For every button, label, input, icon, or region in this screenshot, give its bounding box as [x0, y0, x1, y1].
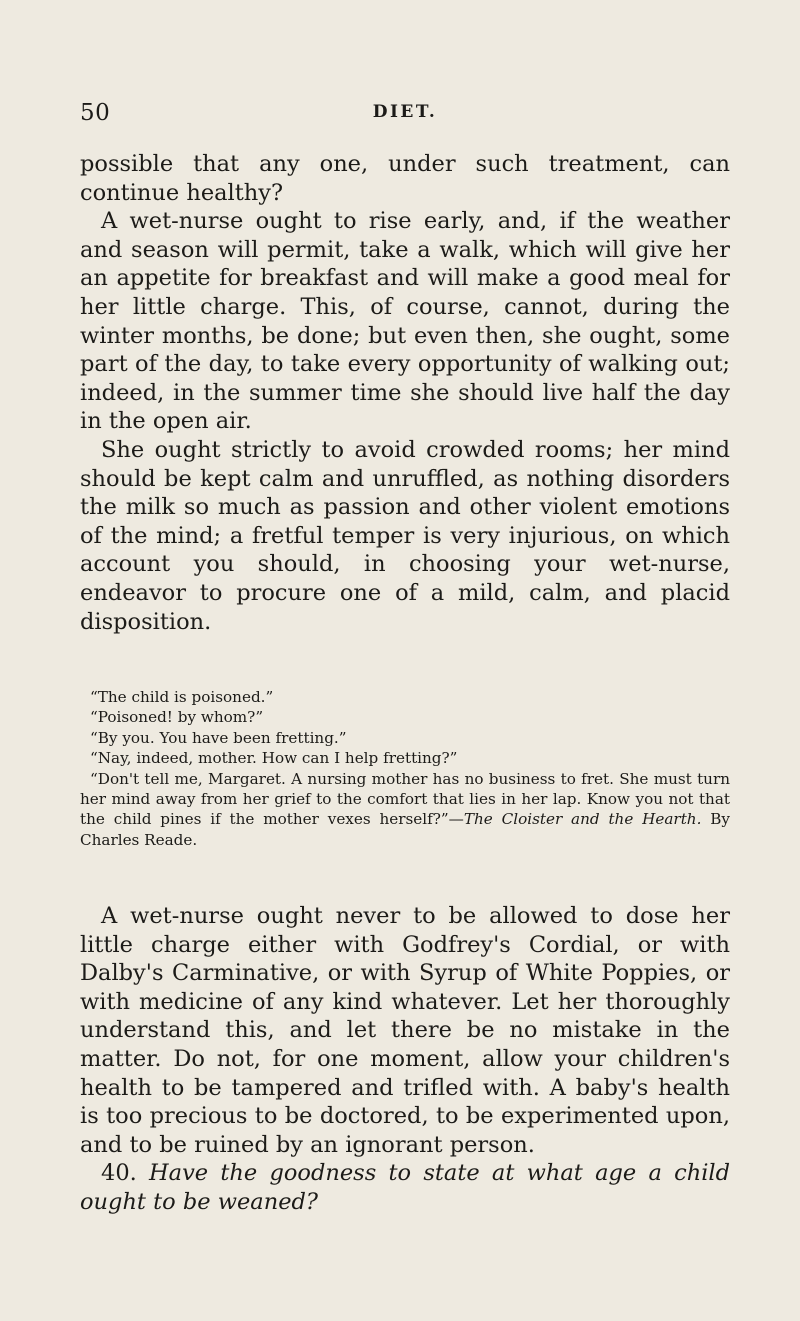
question-number: 40.	[101, 1160, 137, 1187]
main-text-bottom	[80, 902, 730, 1217]
quote-text: “Don't tell me, Margaret. A nursing mother has no business to fret. She must turn her mind away from her grief to the comfort that lies in her lap. Know you not that the child pines if the mother vexes herself?”—	[80, 769, 730, 829]
quote-line-last	[80, 769, 730, 851]
quote-line: “Nay, indeed, mother. How can I help fretting?”	[90, 749, 458, 768]
paragraph: A wet-nurse ought never to be allowed to dose her little charge either with Godfrey's Cordial, or with Dalby's Carminative, or with Syrup of White Poppies, or with medicine of any kind whatever. Let her thoroughly understand this, and let there be no mistake in the matter. Do not, for one moment, allow your children's health to be tampered and trifled with. A baby's health is too precious to be doctored, to be experimented upon, and to be ruined by an ignorant person.	[80, 903, 730, 1158]
paragraph: A wet-nurse ought to rise early, and, if the weather and season will permit, take a walk, which will give her an appetite for breakfast and will make a good meal for her little charge. This, of course, cannot, during the winter months, be done; but even then, she ought, some part of the day, to take every opportunity of walking out; indeed, in the summer time she should live half the day in the open air.	[80, 208, 730, 435]
quote-line: “The child is poisoned.”	[90, 688, 274, 706]
quote-line: “Poisoned! by whom?”	[90, 708, 264, 727]
quote-source-title: The Cloister and the Hearth.	[463, 810, 702, 829]
page-header	[80, 100, 730, 130]
question	[80, 1159, 730, 1216]
main-text-top	[80, 150, 730, 636]
block-quote	[80, 687, 730, 850]
question-text: Have the goodness to state at what age a child ought to be weaned?	[80, 1160, 730, 1215]
quote-line: “By you. You have been fretting.”	[90, 728, 347, 747]
page-number: 50	[80, 100, 111, 126]
quote-source-author: By Charles Reade.	[80, 810, 730, 849]
running-title: DIET.	[372, 102, 438, 122]
paragraph: She ought strictly to avoid crowded rooms; her mind should be kept calm and unruffled, as nothing disorders the milk so much as passion and other violent emotions of the mind; a fretful temper is very injurious, on which account you should, in choosing your wet-nurse, endeavor to procure one of a mild, calm, and placid disposition.	[80, 436, 730, 635]
paragraph: possible that any one, under such treatment, can continue healthy?	[80, 151, 730, 206]
